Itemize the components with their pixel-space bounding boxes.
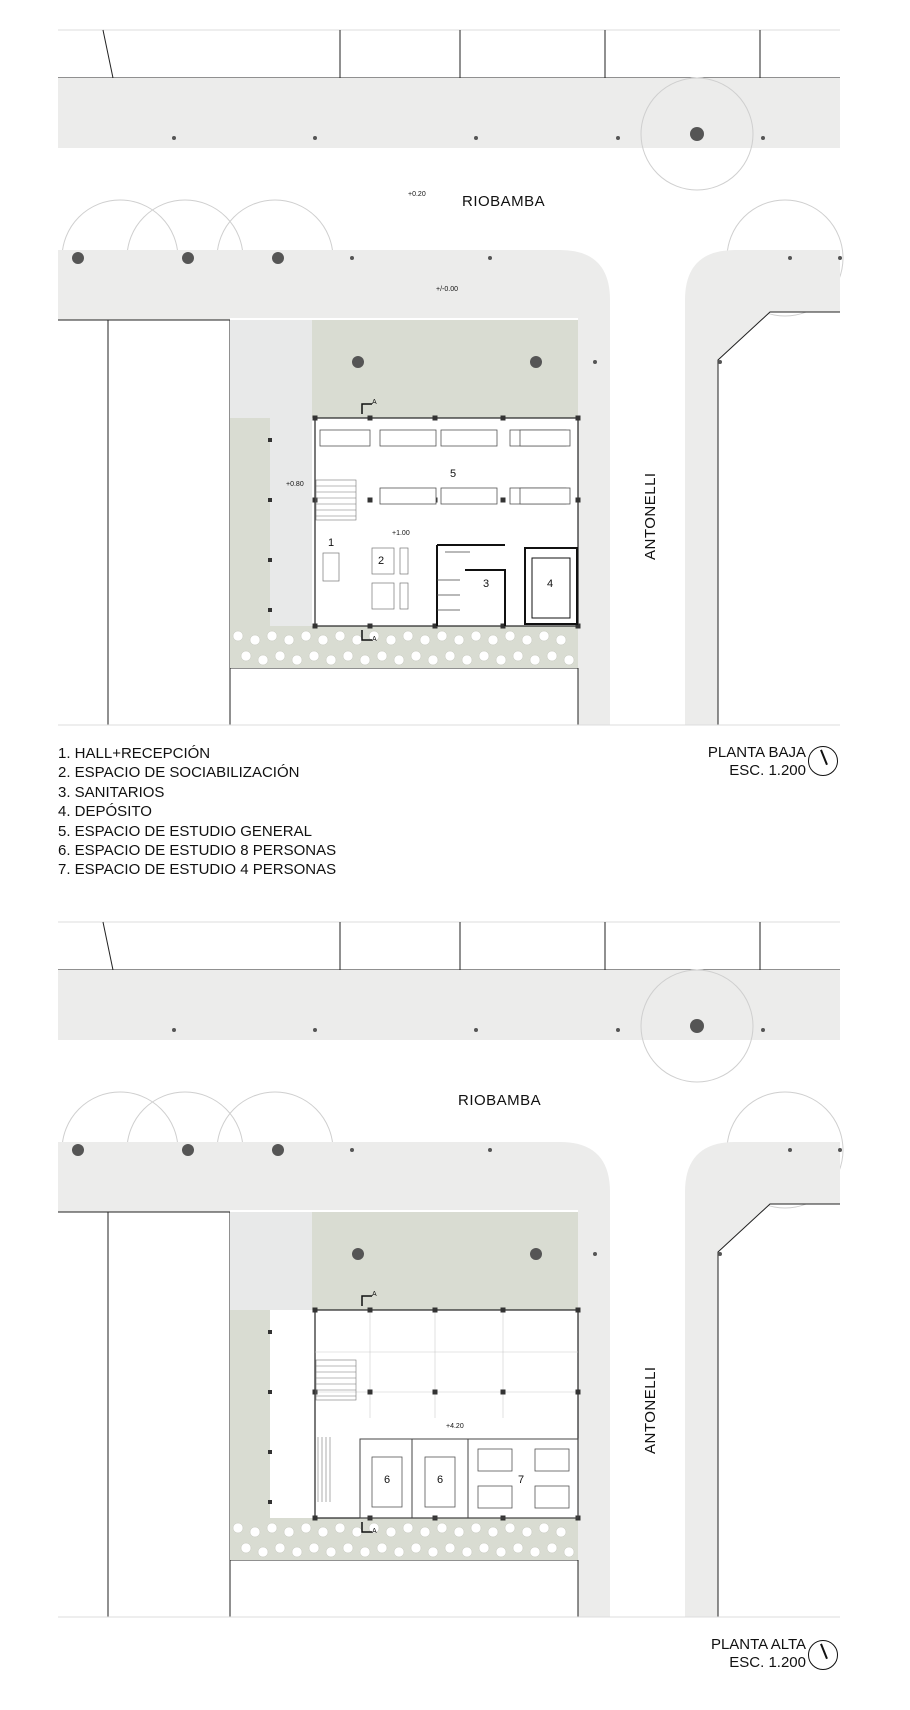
site-context bbox=[58, 30, 840, 78]
lamp-icon bbox=[616, 136, 620, 140]
shrub bbox=[386, 1527, 396, 1537]
shrub bbox=[437, 1523, 447, 1533]
lamp-icon bbox=[788, 256, 792, 260]
shrub bbox=[335, 631, 345, 641]
street-name-side: ANTONELLI bbox=[642, 1366, 659, 1454]
shrub bbox=[301, 1523, 311, 1533]
level-mark: +0.80 bbox=[286, 481, 304, 488]
shrub bbox=[479, 1543, 489, 1553]
table bbox=[320, 430, 370, 446]
lamp-icon bbox=[313, 136, 317, 140]
shrub bbox=[309, 1543, 319, 1553]
column bbox=[576, 498, 581, 503]
shrub bbox=[522, 635, 532, 645]
shrub bbox=[250, 635, 260, 645]
shrub bbox=[394, 1547, 404, 1557]
shrub bbox=[496, 655, 506, 665]
plan-scale: ESC. 1.200 bbox=[729, 762, 806, 779]
shrub bbox=[352, 635, 362, 645]
column bbox=[368, 1390, 373, 1395]
shrub bbox=[445, 651, 455, 661]
room-number-1: 1 bbox=[328, 537, 335, 549]
shrub bbox=[505, 631, 515, 641]
shrub bbox=[318, 1527, 328, 1537]
tree-icon bbox=[530, 356, 542, 368]
lamp-icon bbox=[172, 1028, 176, 1032]
shrub bbox=[454, 1527, 464, 1537]
tree-icon bbox=[272, 252, 284, 264]
shrub bbox=[564, 655, 574, 665]
plan-title-upper bbox=[711, 1636, 806, 1672]
column bbox=[368, 1308, 373, 1313]
column bbox=[313, 1308, 318, 1313]
street-name-top: RIOBAMBA bbox=[458, 1092, 542, 1109]
column bbox=[433, 1308, 438, 1313]
left-garden bbox=[230, 418, 270, 626]
column bbox=[268, 438, 272, 442]
shrub bbox=[284, 635, 294, 645]
shrub bbox=[530, 655, 540, 665]
column bbox=[268, 1500, 272, 1504]
shrub bbox=[428, 655, 438, 665]
lamp-icon bbox=[593, 360, 597, 364]
shrub bbox=[360, 1547, 370, 1557]
table bbox=[535, 1486, 569, 1508]
table bbox=[520, 488, 570, 504]
column bbox=[313, 1516, 318, 1521]
lamp-icon bbox=[616, 1028, 620, 1032]
shrub bbox=[233, 631, 243, 641]
plan-title-ground bbox=[708, 744, 806, 780]
table bbox=[441, 430, 497, 446]
shrub bbox=[301, 631, 311, 641]
level-mark: +1.00 bbox=[392, 530, 410, 537]
lamp-icon bbox=[474, 1028, 478, 1032]
shrub bbox=[275, 651, 285, 661]
lamp-icon bbox=[313, 1028, 317, 1032]
column bbox=[576, 1308, 581, 1313]
shrub bbox=[445, 1543, 455, 1553]
shrub bbox=[428, 1547, 438, 1557]
lamp-icon bbox=[350, 256, 354, 260]
access-strip bbox=[230, 1212, 312, 1310]
table bbox=[535, 1449, 569, 1471]
shrub bbox=[284, 1527, 294, 1537]
column bbox=[501, 1390, 506, 1395]
shrub bbox=[343, 1543, 353, 1553]
shrub bbox=[377, 651, 387, 661]
column bbox=[313, 416, 318, 421]
table bbox=[441, 488, 497, 504]
shrub bbox=[309, 651, 319, 661]
lamp-icon bbox=[488, 256, 492, 260]
column bbox=[368, 416, 373, 421]
shrub bbox=[471, 631, 481, 641]
street-name-side: ANTONELLI bbox=[642, 472, 659, 560]
shrub bbox=[522, 1527, 532, 1537]
shrub bbox=[403, 1523, 413, 1533]
shrub bbox=[462, 1547, 472, 1557]
shrub bbox=[479, 651, 489, 661]
shrub bbox=[471, 1523, 481, 1533]
shrub bbox=[462, 655, 472, 665]
column bbox=[576, 1390, 581, 1395]
lamp-icon bbox=[350, 1148, 354, 1152]
column bbox=[268, 498, 272, 502]
shrub bbox=[335, 1523, 345, 1533]
north-arrow-icon bbox=[808, 746, 838, 776]
rear-garden bbox=[230, 1518, 578, 1560]
shrub bbox=[233, 1523, 243, 1533]
shrub bbox=[403, 631, 413, 641]
lamp-icon bbox=[761, 136, 765, 140]
shrub bbox=[505, 1523, 515, 1533]
column bbox=[268, 1390, 272, 1394]
plan-title: PLANTA ALTA bbox=[710, 1636, 806, 1653]
shrub bbox=[394, 655, 404, 665]
ground-floor-drawing bbox=[0, 0, 910, 730]
tree-icon bbox=[690, 127, 704, 141]
legend-item: 1. HALL+RECEPCIÓN bbox=[58, 745, 211, 762]
shrub bbox=[386, 635, 396, 645]
column bbox=[268, 608, 272, 612]
plan-scale: ESC. 1.200 bbox=[729, 1654, 806, 1671]
lamp-icon bbox=[718, 360, 722, 364]
shrub bbox=[513, 1543, 523, 1553]
room-number-7: 7 bbox=[518, 1474, 525, 1486]
site-context bbox=[58, 922, 840, 970]
shrub bbox=[530, 1547, 540, 1557]
upper-floor-drawing bbox=[0, 892, 910, 1622]
level-mark: +/-0.00 bbox=[436, 286, 458, 293]
shrub bbox=[275, 1543, 285, 1553]
shrub bbox=[326, 1547, 336, 1557]
tree-icon bbox=[182, 1144, 194, 1156]
shrub bbox=[547, 1543, 557, 1553]
room-number-6: 6 bbox=[384, 1474, 391, 1486]
shrub bbox=[352, 1527, 362, 1537]
section-label: A bbox=[372, 399, 377, 406]
column bbox=[576, 416, 581, 421]
lamp-icon bbox=[172, 136, 176, 140]
shrub bbox=[420, 1527, 430, 1537]
legend-item: 5. ESPACIO DE ESTUDIO GENERAL bbox=[58, 822, 312, 840]
table bbox=[520, 430, 570, 446]
column bbox=[268, 1330, 272, 1334]
room-number-6b: 6 bbox=[437, 1474, 444, 1486]
legend-item: 6. ESPACIO DE ESTUDIO 8 PERSONAS bbox=[58, 842, 337, 860]
shrub bbox=[267, 1523, 277, 1533]
rear-garden bbox=[230, 626, 578, 668]
street-name-top: RIOBAMBA bbox=[462, 193, 546, 210]
section-label: A bbox=[372, 1528, 377, 1535]
ground-floor-plan bbox=[0, 0, 910, 730]
legend-item: 4. DEPÓSITO bbox=[58, 803, 152, 821]
lamp-icon bbox=[718, 1252, 722, 1256]
tree-icon bbox=[530, 1248, 542, 1260]
left-garden bbox=[230, 1310, 270, 1518]
shrub bbox=[343, 651, 353, 661]
legend-item: 3. SANITARIOS bbox=[58, 783, 165, 801]
table bbox=[478, 1486, 512, 1508]
shrub bbox=[556, 1527, 566, 1537]
north-arrow-icon bbox=[808, 1640, 838, 1670]
shrub bbox=[547, 651, 557, 661]
shrub bbox=[250, 1527, 260, 1537]
front-garden bbox=[312, 1212, 578, 1310]
legend-item: 7. ESPACIO DE ESTUDIO 4 PERSONAS bbox=[58, 861, 337, 879]
shrub bbox=[564, 1547, 574, 1557]
shrub bbox=[318, 635, 328, 645]
tree-icon bbox=[72, 1144, 84, 1156]
corner-sidewalk-right bbox=[685, 250, 840, 725]
lamp-icon bbox=[474, 136, 478, 140]
column bbox=[313, 624, 318, 629]
shrub bbox=[496, 1547, 506, 1557]
column bbox=[368, 624, 373, 629]
column bbox=[268, 1450, 272, 1454]
shrub bbox=[377, 1543, 387, 1553]
room-number-2: 2 bbox=[378, 555, 385, 567]
room-number-5: 5 bbox=[450, 468, 457, 480]
column bbox=[433, 1390, 438, 1395]
section-label: A bbox=[372, 1291, 377, 1298]
section-label: A bbox=[372, 636, 377, 643]
column bbox=[501, 416, 506, 421]
table bbox=[380, 430, 436, 446]
room-number-3: 3 bbox=[483, 578, 490, 590]
column bbox=[368, 498, 373, 503]
room-legend bbox=[58, 744, 336, 880]
shrub bbox=[411, 651, 421, 661]
lamp-icon bbox=[838, 256, 842, 260]
level-mark: +4.20 bbox=[446, 1423, 464, 1430]
shrub bbox=[556, 635, 566, 645]
shrub bbox=[437, 631, 447, 641]
shrub bbox=[513, 651, 523, 661]
tree-icon bbox=[72, 252, 84, 264]
shrub bbox=[488, 1527, 498, 1537]
shrub bbox=[326, 655, 336, 665]
lamp-icon bbox=[593, 1252, 597, 1256]
shrub bbox=[241, 1543, 251, 1553]
front-garden bbox=[312, 320, 578, 418]
tree-icon bbox=[182, 252, 194, 264]
lamp-icon bbox=[488, 1148, 492, 1152]
shrub bbox=[292, 1547, 302, 1557]
shrub bbox=[411, 1543, 421, 1553]
column bbox=[433, 416, 438, 421]
tree-icon bbox=[352, 1248, 364, 1260]
lamp-icon bbox=[788, 1148, 792, 1152]
shrub bbox=[539, 1523, 549, 1533]
table bbox=[478, 1449, 512, 1471]
tree-icon bbox=[352, 356, 364, 368]
legend-item: 2. ESPACIO DE SOCIABILIZACIÓN bbox=[58, 764, 300, 782]
column bbox=[501, 498, 506, 503]
shrub bbox=[539, 631, 549, 641]
shrub bbox=[258, 1547, 268, 1557]
tree-icon bbox=[690, 1019, 704, 1033]
column bbox=[501, 1308, 506, 1313]
room-number-4: 4 bbox=[547, 578, 554, 590]
shrub bbox=[258, 655, 268, 665]
tree-icon bbox=[272, 1144, 284, 1156]
shrub bbox=[420, 635, 430, 645]
table bbox=[380, 488, 436, 504]
lamp-icon bbox=[838, 1148, 842, 1152]
level-mark: +0.20 bbox=[408, 191, 426, 198]
shrub bbox=[241, 651, 251, 661]
shrub bbox=[267, 631, 277, 641]
lamp-icon bbox=[761, 1028, 765, 1032]
shrub bbox=[454, 635, 464, 645]
corner-sidewalk-right bbox=[685, 1142, 840, 1617]
shrub bbox=[292, 655, 302, 665]
shrub bbox=[488, 635, 498, 645]
shrub bbox=[360, 655, 370, 665]
plan-title: PLANTA BAJA bbox=[707, 744, 806, 761]
column bbox=[268, 558, 272, 562]
upper-floor-plan bbox=[0, 892, 910, 1622]
